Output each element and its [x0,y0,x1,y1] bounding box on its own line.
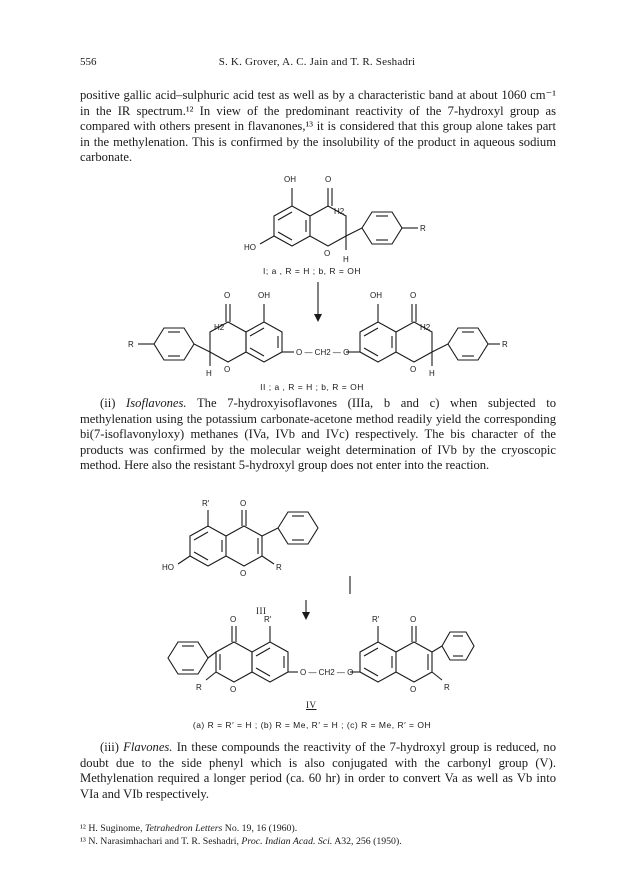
atom-r: R [276,563,282,572]
atom-ho: HO [162,563,174,572]
atom-r-right: R [502,340,508,349]
atom-h-left: H [206,369,212,378]
caption-I: I; a , R = H ; b, R = OH [263,266,361,276]
atom-h: H [343,255,349,264]
atom-h2-left: H2 [214,323,225,332]
label-III: III [256,606,267,616]
footnote-13-authors: N. Narasimhachari and T. R. Seshadri, [85,836,242,847]
atom-h-right: H [429,369,435,378]
structure-II [128,278,508,388]
footnote-13-mark: ¹³ [80,836,86,847]
footnote-13 [80,835,556,848]
atom-r-prime: R′ [202,499,210,508]
atom-oh: OH [284,175,296,184]
atom-o-left: O [230,615,237,624]
atom-h2: H2 [334,207,345,216]
footnote-12-journal: Tetrahedron Letters [144,823,223,834]
atom-oh-right: OH [370,291,382,300]
atom-o-right: O [410,291,417,300]
ring-b-left [154,328,194,360]
atom-ring-o: O [240,569,247,578]
footnotes [80,822,556,848]
atom-o-right: O [410,615,417,624]
footnote-12-authors: H. Suginome, [85,823,145,834]
structure-I [200,170,440,280]
footnote-12 [80,822,556,835]
atom-o: O [240,499,247,508]
ring-b [278,512,318,544]
section-title-isoflavones: Isoflavones. [126,396,187,410]
atom-o-left: O [224,291,231,300]
atom-r-prime-right: R′ [372,615,380,624]
paragraph-flavanones: positive gallic acid–sulphuric acid test as well as by a characteristic band at about 1060 cm⁻¹ in the IR spectrum.¹² In view of the predominant reactivity of the 7-hydroxyl group as compared with others present in flavanones,¹³ it is considered that this group alone takes part in the methylenation. This is confirmed by the insolubility of the product in aqueous sodium carbonate. [80,88,556,165]
atom-ring-o-left: O [230,685,237,694]
atom-o: O [325,175,332,184]
atom-h2-right: H2 [420,323,431,332]
linker-och2o: O — CH2 — O [300,668,354,677]
paragraph-flavones [80,740,556,802]
atom-ring-o-right: O [410,365,417,374]
atom-r-left: R [196,683,202,692]
caption-IV: (a) R = R′ = H ; (b) R = Me, R′ = H ; (c) R = Me, R′ = OH [192,720,432,730]
caption-II: II ; a , R = H ; b, R = OH [260,382,364,392]
running-head [80,56,554,72]
atom-ho: HO [244,243,256,252]
atom-ring-o: O [324,249,331,258]
footnote-13-journal: Proc. Indian Acad. Sci. [241,836,333,847]
atom-oh-left: OH [258,291,270,300]
footnote-13-citation: A32, 256 (1950). [332,836,402,847]
section-number-ii: (ii) [100,396,127,410]
atom-r-left: R [128,340,134,349]
ring-b [362,212,402,244]
reaction-arrow-head [314,314,322,322]
atom-ring-o-left: O [224,365,231,374]
ring-b-right [448,328,488,360]
atom-r-right: R [444,683,450,692]
page-number: 556 [80,56,97,68]
paragraph-isoflavones [80,396,556,474]
ring-c-left [216,642,252,682]
label-IV: IV [306,700,317,710]
linker-och2o: O — CH2 — O [296,348,350,357]
structure-IV [152,596,482,726]
ring-c [226,526,262,566]
paragraph-flavones-body: In these compounds the reactivity of the 7-hydroxyl group is reduced, no doubt due to the side phenyl which is also conjugated with the carbonyl group (V). Methylenation required a longer period (ca. 60 hr) in order to convert Va as well as Vb into VIa and VIb respectively. [80,740,556,801]
atom-r: R [420,224,426,233]
section-number-iii: (iii) [100,740,124,754]
footnote-12-mark: ¹² [80,823,86,834]
ring-b-left [168,642,208,674]
paragraph-isoflavones-body: The 7-hydroxyisoflavones (IIIa, b and c) when subjected to methylenation using the potassium carbonate-acetone method readily yield the corresponding bi(7-isoflavonyloxy) methanes (IVa, IVb and IVc) respectively. The bis character of the products was confirmed by the molecular weight determination of IVb by the cryoscopic method. Here also the resistant 5-hydroxyl group does not enter into the reaction. [80,396,556,473]
atom-r-prime-left: R′ [264,615,272,624]
atom-ring-o-right: O [410,685,417,694]
section-title-flavones: Flavones. [123,740,173,754]
reaction-arrow-head [302,612,310,620]
footnote-12-citation: No. 19, 16 (1960). [222,823,298,834]
header-authors: S. K. Grover, A. C. Jain and T. R. Seshadri [218,56,416,68]
ring-c-right [396,642,432,682]
